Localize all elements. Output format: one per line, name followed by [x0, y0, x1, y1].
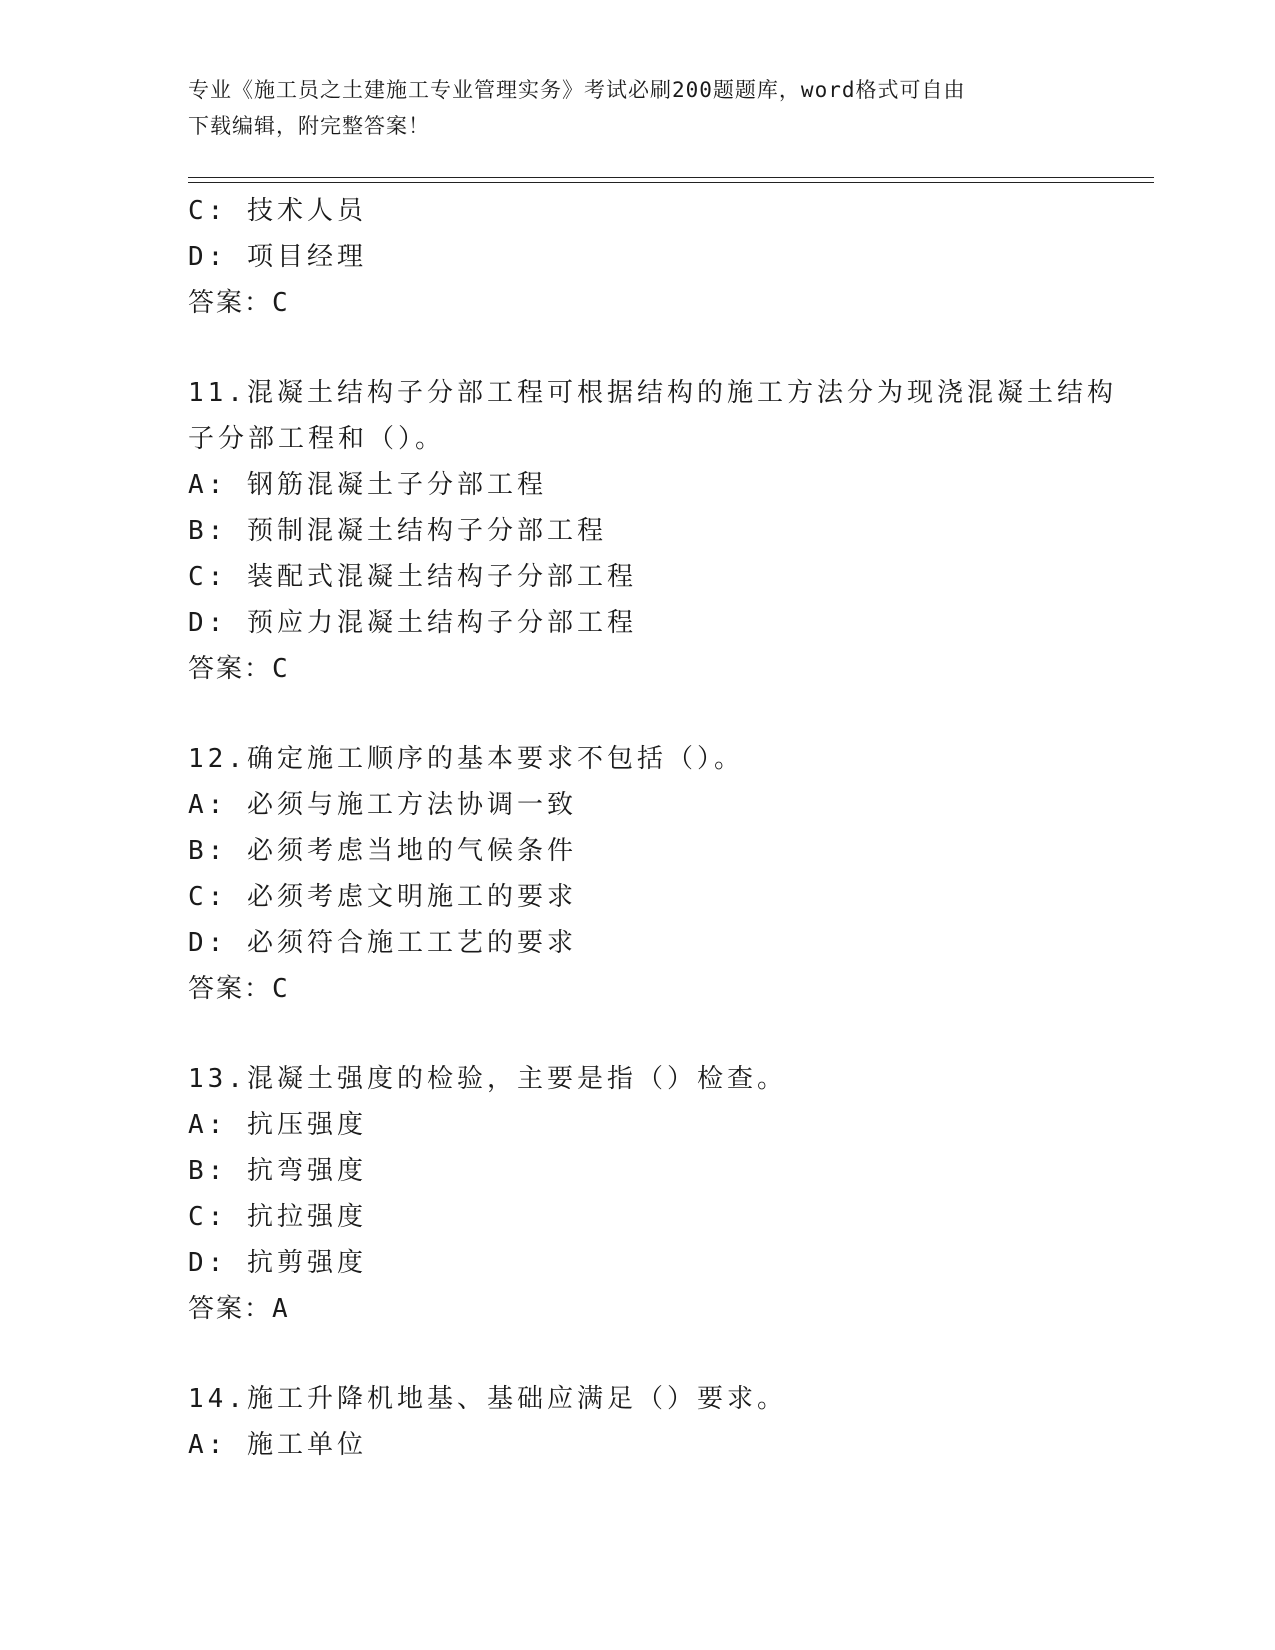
header-rule-top [188, 177, 1154, 178]
option-a: A: 钢筋混凝土子分部工程 [188, 470, 547, 500]
option-d: D: 必须符合施工工艺的要求 [188, 928, 577, 958]
option-a: A: 必须与施工方法协调一致 [188, 790, 577, 820]
option-d: D: 预应力混凝土结构子分部工程 [188, 608, 637, 638]
option-line: C: 技术人员 [188, 196, 367, 226]
question-stem-continued: 子分部工程和（）。 [188, 424, 446, 454]
option-b: B: 抗弯强度 [188, 1156, 367, 1186]
answer-line: 答案：C [188, 974, 290, 1004]
question-stem: 11.混凝土结构子分部工程可根据结构的施工方法分为现浇混凝土结构 [188, 378, 1117, 408]
option-c: C: 装配式混凝土结构子分部工程 [188, 562, 637, 592]
carryover-block [188, 188, 1088, 326]
option-b: B: 预制混凝土结构子分部工程 [188, 516, 607, 546]
question-stem: 13.混凝土强度的检验，主要是指（）检查。 [188, 1064, 787, 1094]
header-rule-bottom [188, 182, 1154, 183]
question-13 [188, 1056, 1088, 1332]
document-body [188, 188, 1117, 1468]
option-d: D: 抗剪强度 [188, 1248, 367, 1278]
question-stem: 14.施工升降机地基、基础应满足（）要求。 [188, 1384, 787, 1414]
answer-line: 答案：A [188, 1294, 290, 1324]
question-14 [188, 1376, 1088, 1468]
answer-line: 答案：C [188, 654, 290, 684]
option-a: A: 抗压强度 [188, 1110, 367, 1140]
option-c: C: 抗拉强度 [188, 1202, 367, 1232]
question-12 [188, 736, 1088, 1012]
option-c: C: 必须考虑文明施工的要求 [188, 882, 577, 912]
header-line-2: 下载编辑，附完整答案！ [188, 114, 430, 138]
option-b: B: 必须考虑当地的气候条件 [188, 836, 577, 866]
header-line-1: 专业《施工员之土建施工专业管理实务》考试必刷200题题库，word格式可自由 [188, 78, 966, 102]
document-header [188, 72, 1068, 144]
question-stem: 12.确定施工顺序的基本要求不包括（）。 [188, 744, 744, 774]
option-a: A: 施工单位 [188, 1430, 367, 1460]
option-line: D: 项目经理 [188, 242, 367, 272]
question-11 [188, 370, 1117, 692]
answer-line: 答案：C [188, 288, 290, 318]
